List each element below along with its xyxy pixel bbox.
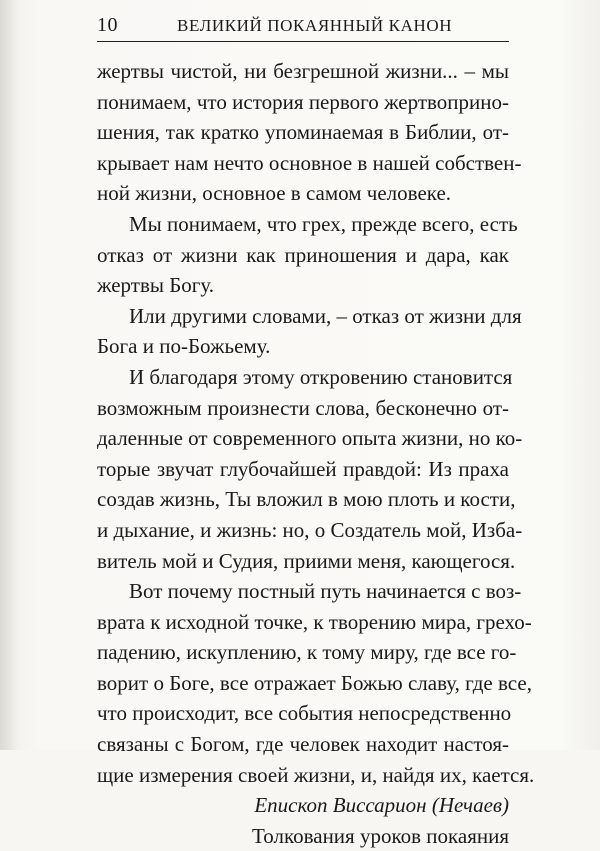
text-line: падению, искуплению, к тому миру, где все го-: [97, 640, 517, 665]
text-line: Вот почему постный путь начинается с воз-: [129, 579, 522, 604]
text-line: щие измерения своей жизни, и, найдя их, кается.: [97, 762, 535, 787]
text-line: ворит о Боге, все отражает Божью славу, где все,: [97, 670, 532, 695]
text-line: понимаем, что история первого жертвоприно-: [97, 89, 509, 114]
signature-author: Епископ Виссарион (Нечаев): [254, 793, 509, 818]
running-title: ВЕЛИКИЙ ПОКАЯННЫЙ КАНОН: [177, 16, 453, 35]
running-header: [97, 14, 509, 36]
text-line: создав жизнь, Ты вложил в мою плоть и кости,: [97, 487, 516, 512]
page-gutter-shadow: [0, 0, 18, 750]
text-line: Бога и по-Божьему.: [97, 334, 271, 359]
text-line: жертвы Богу.: [97, 273, 215, 298]
text-line: что происходит, все события непосредственно: [97, 701, 512, 726]
header-rule: [97, 41, 509, 42]
text-line: ной жизни, основное в самом человеке.: [97, 181, 452, 206]
text-line: отказ от жизни как приношения и дара, как: [97, 242, 509, 267]
text-line: И благодаря этому откровению становится: [129, 364, 513, 389]
text-line: Или другими словами, – отказ от жизни для: [129, 303, 522, 328]
text-line: даленные от современного опыта жизни, но ко-: [97, 426, 523, 451]
page-number: 10: [97, 14, 118, 36]
text-line: крывает нам нечто основное в нашей собствен-: [97, 150, 522, 175]
text-line: шения, так кратко упоминаемая в Библии, от-: [97, 120, 509, 145]
text-line: Мы понимаем, что грех, прежде всего, есть: [129, 211, 518, 236]
text-line: жертвы чистой, ни безгрешной жизни... – мы: [97, 59, 509, 83]
text-line: и дыхание, и жизнь: но, о Создатель мой, Изба-: [97, 517, 523, 542]
text-line: врата к исходной точке, к творению мира, грехо-: [97, 609, 532, 634]
text-line: связаны с Богом, где человек находит настоя-: [97, 732, 509, 757]
text-line: возможным произнести слова, бесконечно от-: [97, 395, 509, 420]
body-text: [97, 56, 535, 851]
text-line: витель мой и Судия, приими меня, кающегося.: [97, 548, 516, 573]
text-line: торые звучат глубочайшей правдой: Из праха: [97, 456, 509, 481]
signature-source: Толкования уроков покаяния: [252, 823, 509, 848]
